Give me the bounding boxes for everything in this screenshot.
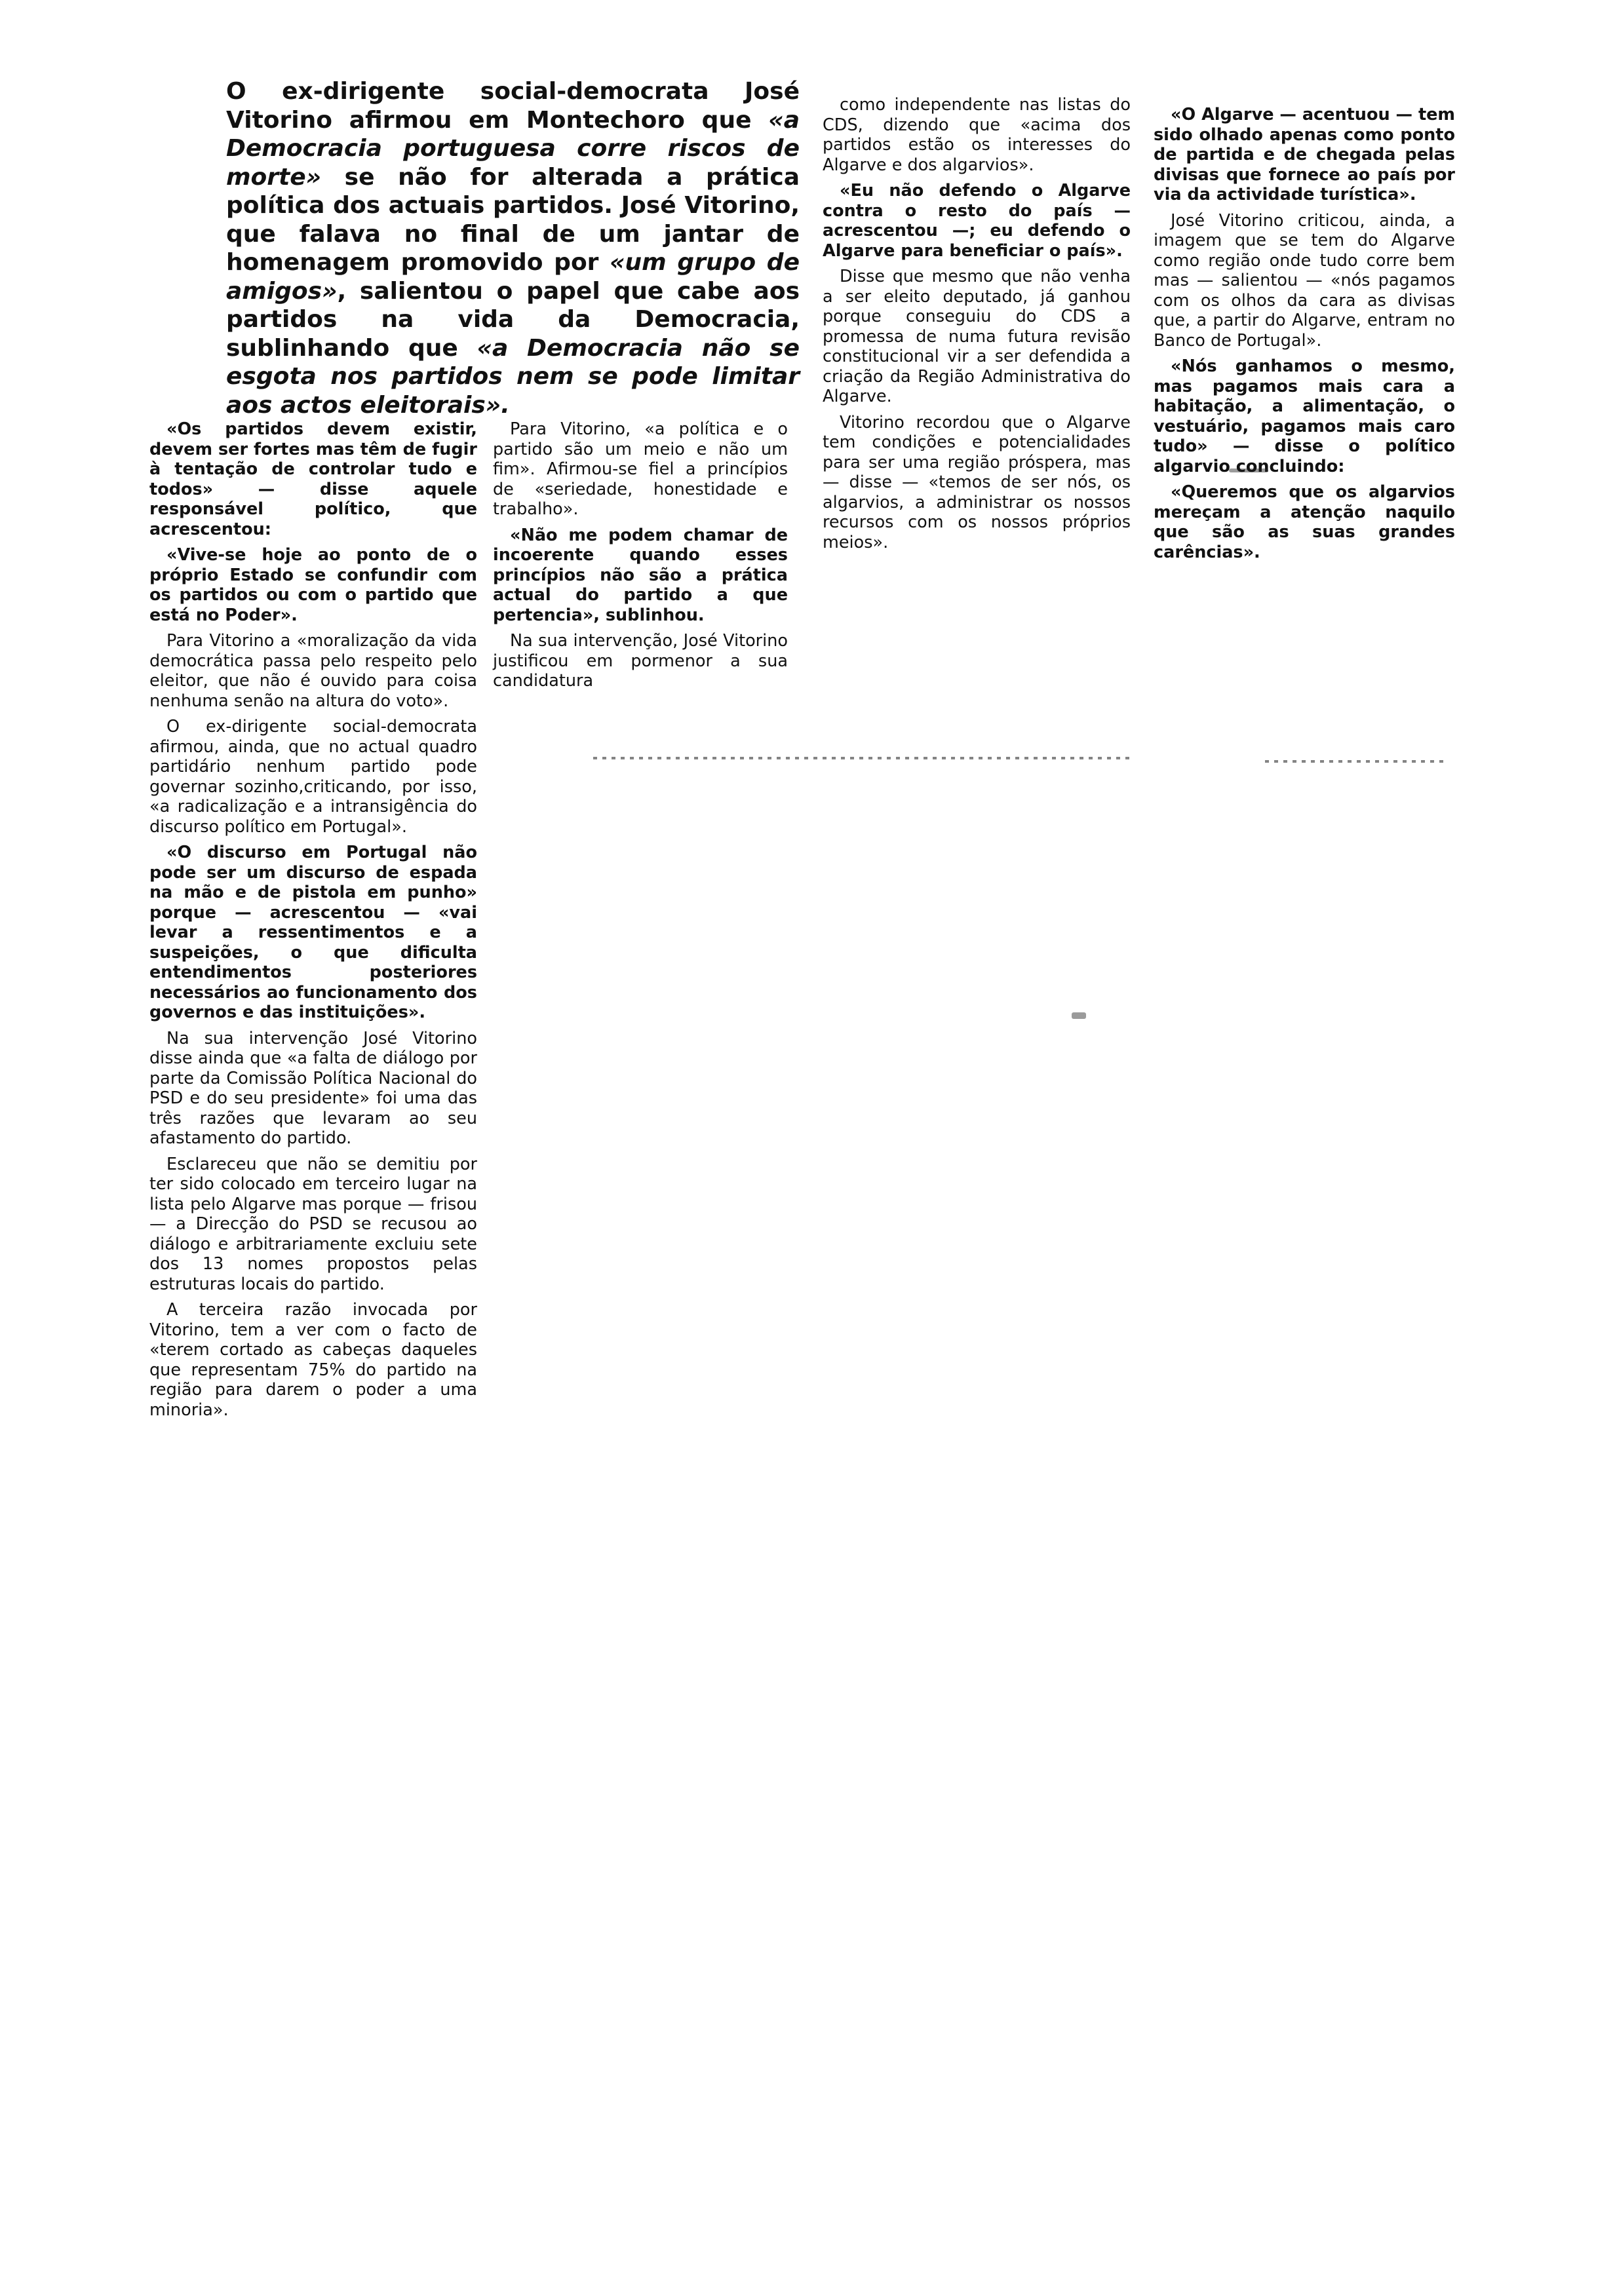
- article-column-4: [1154, 105, 1455, 568]
- lead-text-1: O ex-dirigente social-democrata José Vitorino afirmou em Montechoro que: [226, 78, 800, 134]
- column-paragraph: O ex-dirigente social-democrata afirmou, ainda, que no actual quadro partidário nenhum partido pode governar sozinho,criticando, por isso, «a radicalização e a intransigência do discurso político em Portugal».: [149, 717, 477, 837]
- column-paragraph: José Vitorino criticou, ainda, a imagem que se tem do Algarve como região onde tudo corre bem mas — salientou — «nós pagamos com os olhos da cara as divisas que, a partir do Algarve, entram no Banco de Portugal».: [1154, 210, 1455, 351]
- lead-quote-3: «a Democracia não se esgota nos partidos nem se pode limitar aos actos eleitorais».: [226, 334, 800, 419]
- column-paragraph: «Nós ganhamos o mesmo, mas pagamos mais cara a habitação, a alimentação, o vestuário, pagamos mais caro tudo» — disse o político algarvio concluindo:: [1154, 356, 1455, 476]
- lead-text-2: se não for alterada a prática política dos actuais partidos. José Vitorino, que falava no final de um jantar de homenagem promovido por: [226, 163, 800, 276]
- lead-text-3: , salientou o papel que cabe aos partidos na vida da Democracia, sublinhando que: [226, 277, 800, 362]
- column-paragraph: Para Vitorino, «a política e o partido são um meio e não um fim». Afirmou-se fiel a princípios de «seriedade, honestidade e trabalho».: [493, 419, 788, 519]
- column-paragraph: Esclareceu que não se demitiu por ter sido colocado em terceiro lugar na lista pelo Algarve mas porque — frisou — a Direcção do PSD se recusou ao diálogo e arbitrariamente excluiu sete dos 13 nomes propostos pelas estruturas locais do partido.: [149, 1154, 477, 1294]
- scan-smudge: [1229, 469, 1268, 472]
- column-paragraph: Vitorino recordou que o Algarve tem condições e potencialidades para ser uma região próspera, mas — disse — «temos de ser nós, os algarvios, a administrar os nossos recursos com os nossos próprios meios».: [823, 412, 1131, 552]
- column-paragraph: «O discurso em Portugal não pode ser um discurso de espada na mão e de pistola em punho» porque — acrescentou — «vai levar a ressentimentos e a suspeições, o que dificulta entendimentos posteriores necessários ao funcionamento dos governos e das instituições».: [149, 843, 477, 1022]
- column-paragraph: «Queremos que os algarvios mereçam a atenção naquilo que são as suas grandes carências».: [1154, 482, 1455, 562]
- article-column-3: [823, 95, 1131, 558]
- scan-noise: [1265, 760, 1449, 763]
- column-paragraph: A terceira razão invocada por Vitorino, tem a ver com o facto de «terem cortado as cabeças daqueles que representam 75% do partido na região para darem o poder a uma minoria».: [149, 1300, 477, 1420]
- column-paragraph: «O Algarve — acentuou — tem sido olhado apenas como ponto de partida e de chegada pelas divisas que fornece ao país por via da actividade turística».: [1154, 105, 1455, 204]
- lead-quote-1: «a Democracia portuguesa corre riscos de morte»: [226, 106, 800, 191]
- lead-paragraph: [226, 77, 800, 419]
- column-paragraph: «Eu não defendo o Algarve contra o resto do país — acrescentou —; eu defendo o Algarve para beneficiar o país».: [823, 181, 1131, 261]
- scan-smudge: [1072, 1012, 1086, 1019]
- column-paragraph: Na sua intervenção José Vitorino disse ainda que «a falta de diálogo por parte da Comissão Política Nacional do PSD e do seu presidente» foi uma das três razões que levaram ao seu afastamento do partido.: [149, 1028, 477, 1148]
- article-column-2: [493, 419, 788, 697]
- column-paragraph: Para Vitorino a «moralização da vida democrática passa pelo respeito pelo eleitor, que não é ouvido para coisa nenhuma senão na altura do voto».: [149, 631, 477, 711]
- column-paragraph: Na sua intervenção, José Vitorino justificou em pormenor a sua candidatura: [493, 631, 788, 691]
- column-paragraph: «Vive-se hoje ao ponto de o próprio Estado se confundir com os partidos ou com o partido que está no Poder».: [149, 545, 477, 625]
- scan-noise: [593, 757, 1131, 759]
- column-paragraph: «Não me podem chamar de incoerente quando esses princípios não são a prática actual do partido a que pertencia», sublinhou.: [493, 525, 788, 625]
- lead-quote-2: «um grupo de amigos»: [226, 249, 800, 305]
- column-paragraph: como independente nas listas do CDS, dizendo que «acima dos partidos estão os interesses do Algarve e dos algarvios».: [823, 95, 1131, 175]
- article-column-1: [149, 419, 477, 1426]
- column-paragraph: Disse que mesmo que não venha a ser eleito deputado, já ganhou porque conseguiu do CDS a promessa de numa futura revisão constitucional vir a ser defendida a criação da Região Administrativa do Algarve.: [823, 267, 1131, 406]
- column-paragraph: «Os partidos devem existir, devem ser fortes mas têm de fugir à tentação de controlar tudo e todos» — disse aquele responsável político, que acrescentou:: [149, 419, 477, 539]
